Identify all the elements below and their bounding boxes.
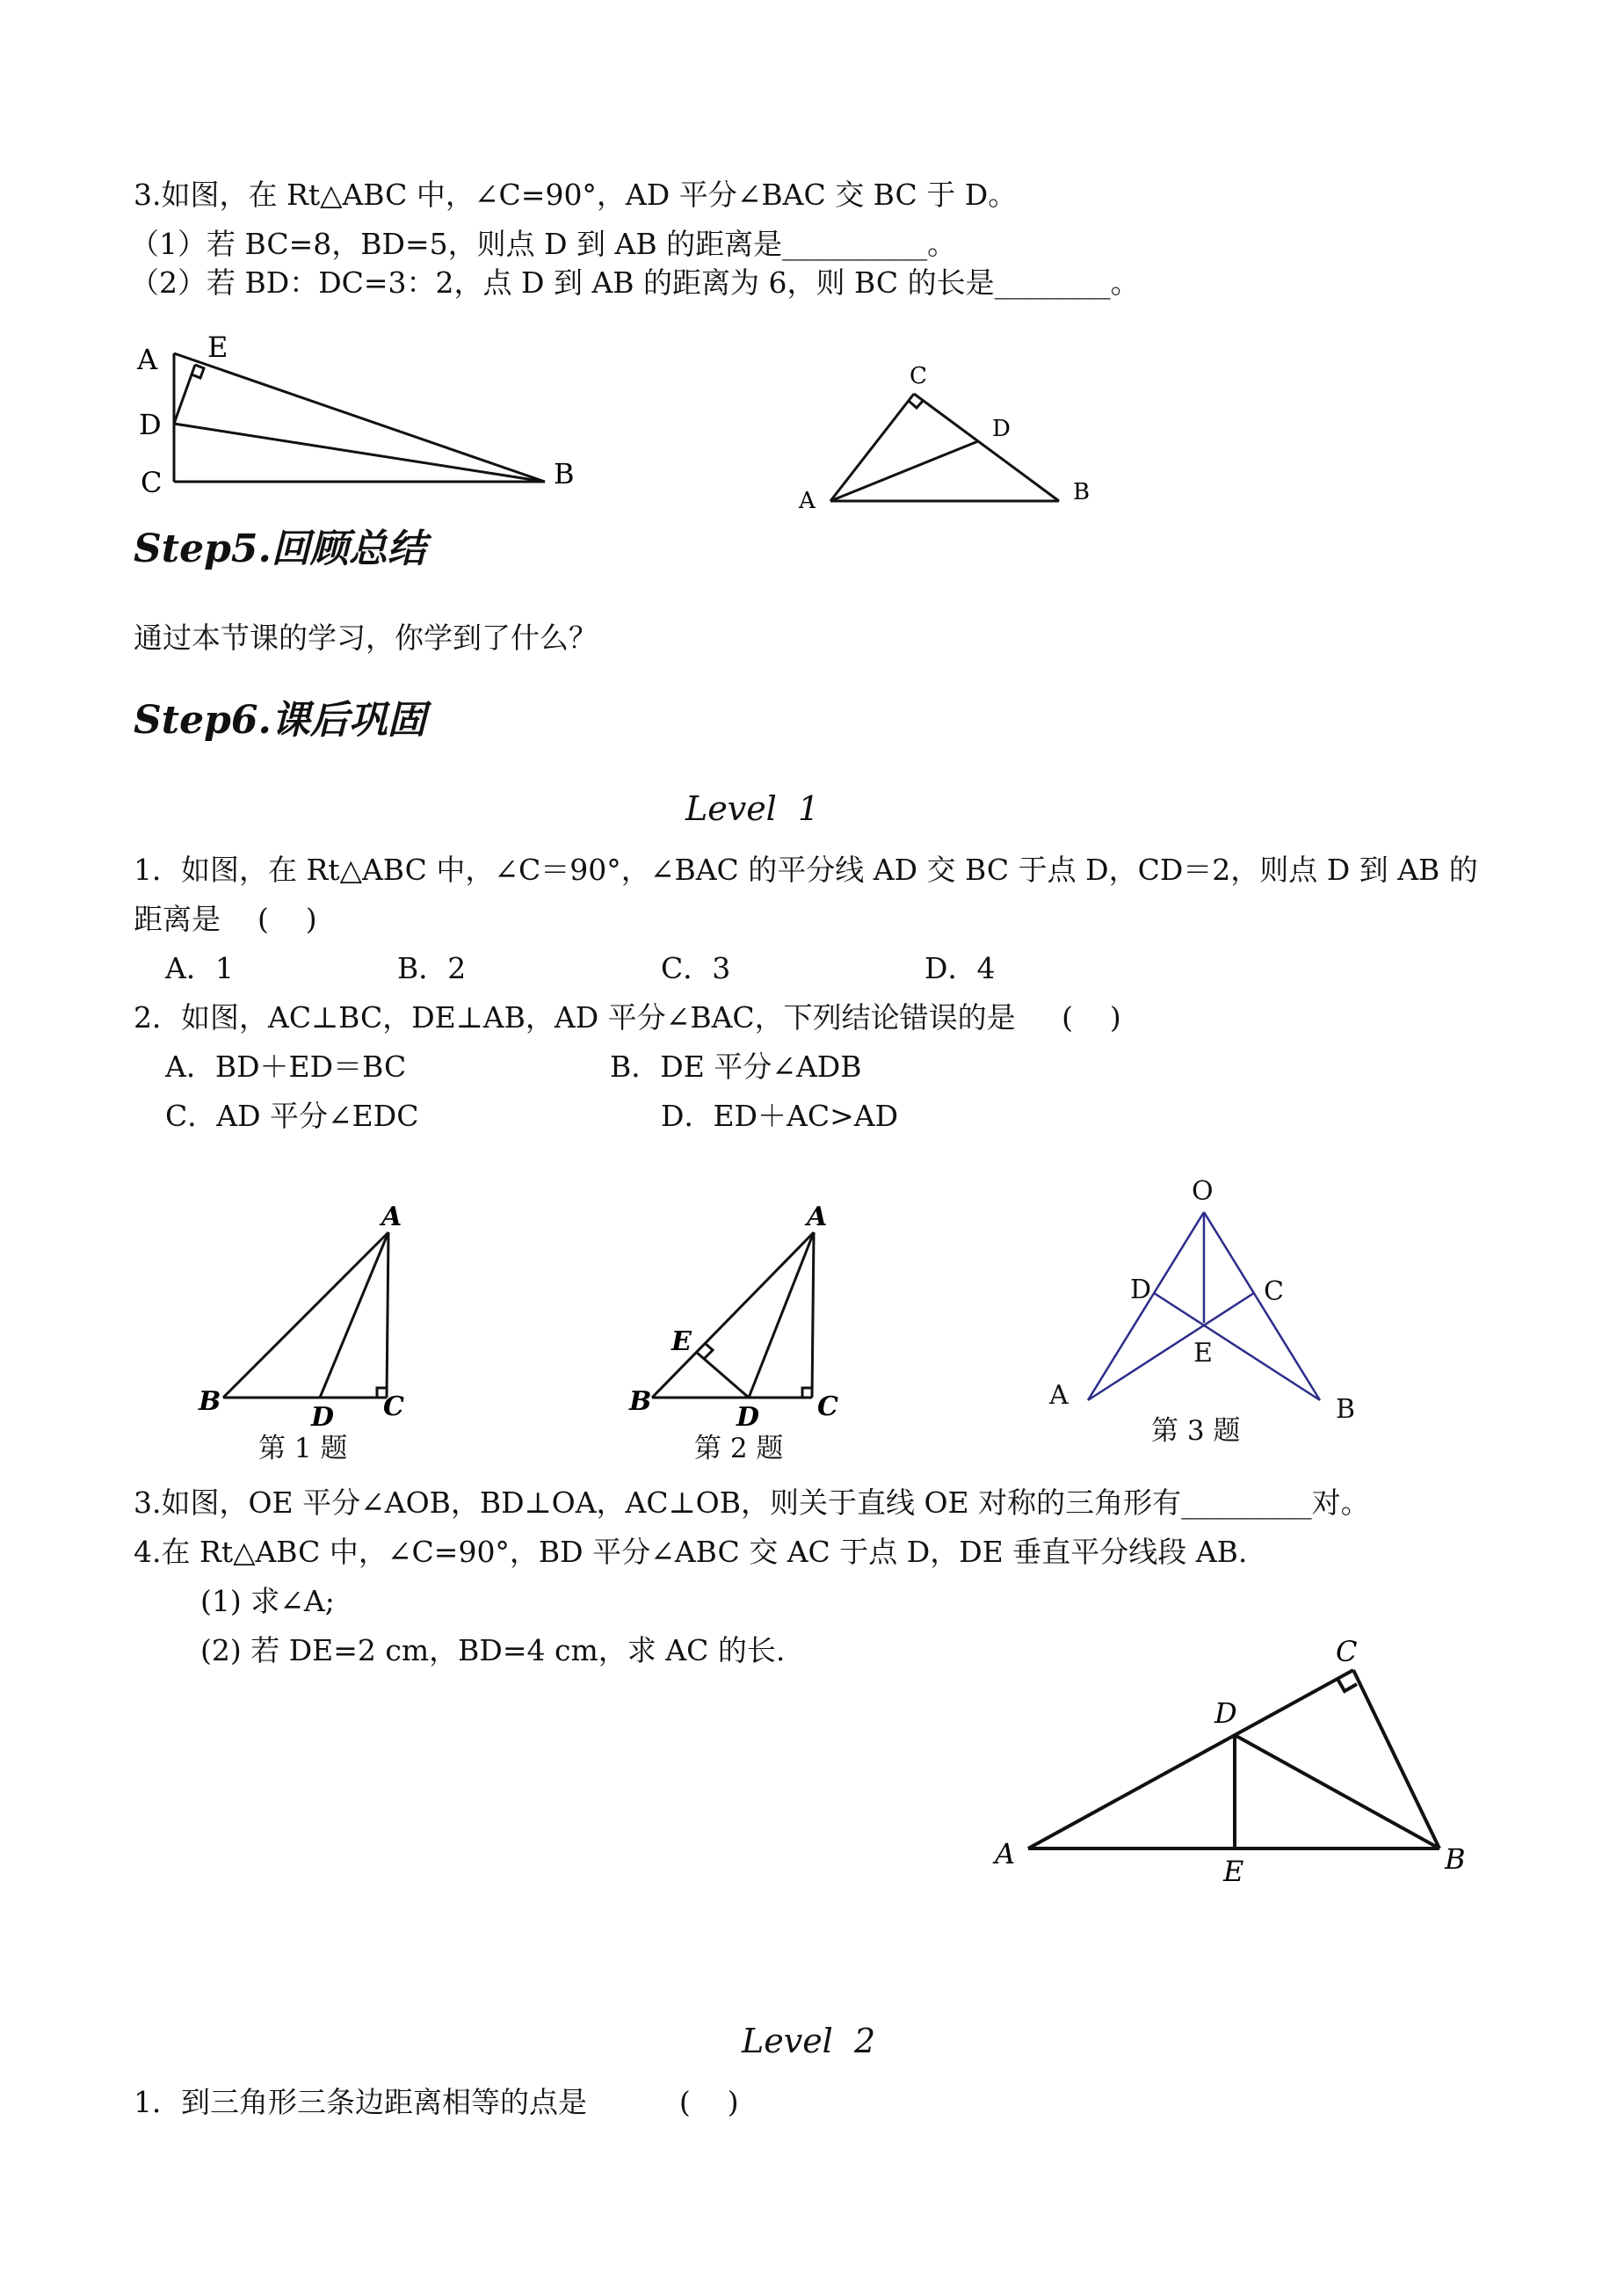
fig-l1-3-caption: 第 3 题 <box>1151 1415 1241 1447</box>
fig-l1-1-label-b: B <box>199 1386 221 1417</box>
q3-part1: （1）若 BC=8，BD=5，则点 D 到 AB 的距离是__________。 <box>130 227 957 261</box>
step5-prompt: 通过本节课的学习，你学到了什么？ <box>134 621 598 655</box>
fig-l1-2-caption: 第 2 题 <box>694 1433 784 1464</box>
level2-heading: Level 2 <box>742 2022 876 2060</box>
l1-q1-line1: 1．如图，在 Rt△ABC 中，∠C＝90°，∠BAC 的平分线 AD 交 BC 于点 D，CD＝2，则点 D 到 AB 的 <box>134 853 1478 887</box>
fig-l1-3-label-c: C <box>1264 1276 1284 1307</box>
fig-l1-1-label-c: C <box>383 1391 404 1422</box>
fig-l1-4-label-e: E <box>1223 1855 1244 1888</box>
fig-l1-3-label-e: E <box>1193 1338 1213 1369</box>
l1-q4-part1: (1) 求∠A; <box>200 1584 335 1618</box>
fig-l1-3-label-b: B <box>1336 1394 1356 1425</box>
fig-l1-4-label-a: A <box>995 1837 1016 1870</box>
fig-top-right-label-d: D <box>992 416 1011 442</box>
figure-l1-2 <box>626 1195 854 1459</box>
l1-q4-stem: 4.在 Rt△ABC 中，∠C=90°，BD 平分∠ABC 交 AC 于点 D，DE 垂直平分线段 AB. <box>134 1535 1248 1569</box>
fig-l1-2-label-b: B <box>629 1386 652 1417</box>
l1-q1-line2: 距离是 ( ) <box>134 902 317 936</box>
l1-q4-part2: (2) 若 DE=2 cm，BD=4 cm，求 AC 的长. <box>200 1633 786 1667</box>
figure-top-left <box>132 325 606 501</box>
fig-top-left-label-c: C <box>141 466 163 499</box>
l1-q2-stem: 2．如图，AC⊥BC，DE⊥AB，AD 平分∠BAC，下列结论错误的是 ( ) <box>134 1000 1121 1035</box>
figure-l1-4 <box>984 1635 1476 1899</box>
fig-top-left-label-b: B <box>554 457 575 490</box>
level1-heading: Level 1 <box>685 789 820 828</box>
fig-top-right-label-c: C <box>910 363 927 389</box>
fig-top-right-label-a: A <box>799 488 816 514</box>
fig-l1-3-label-a: A <box>1049 1380 1069 1411</box>
fig-l1-1-label-d: D <box>311 1402 335 1433</box>
fig-l1-2-label-c: C <box>817 1391 838 1422</box>
figure-l1-3 <box>1037 1173 1388 1428</box>
figure-top-right <box>787 352 1112 519</box>
l1-q2-option-b: B．DE 平分∠ADB <box>610 1049 862 1084</box>
step5-title: Step5.回顾总结 <box>134 527 426 571</box>
fig-l1-1-caption: 第 1 题 <box>258 1433 348 1464</box>
l1-q2-option-d: D．ED＋AC>AD <box>661 1099 899 1133</box>
fig-l1-2-label-a: A <box>807 1202 828 1232</box>
q3-stem: 3.如图，在 Rt△ABC 中，∠C=90°，AD 平分∠BAC 交 BC 于 D。 <box>134 178 1018 212</box>
fig-l1-2-label-d: D <box>736 1402 760 1433</box>
l1-q1-option-a: A．1 <box>165 951 234 985</box>
fig-top-right-label-b: B <box>1073 479 1091 505</box>
l2-q1-stem: 1．到三角形三条边距离相等的点是 ( ) <box>134 2085 739 2119</box>
fig-l1-4-label-d: D <box>1214 1696 1237 1730</box>
l1-q2-option-a: A．BD＋ED＝BC <box>165 1049 407 1084</box>
step6-title: Step6.课后巩固 <box>134 698 426 743</box>
fig-top-left-label-e: E <box>207 330 228 364</box>
fig-top-left-label-a: A <box>137 343 158 376</box>
figure-l1-1 <box>193 1195 457 1459</box>
l1-q1-option-b: B．2 <box>397 951 467 985</box>
l1-q1-option-c: C．3 <box>661 951 731 985</box>
fig-l1-4-label-b: B <box>1445 1842 1466 1876</box>
l1-q1-option-d: D．4 <box>924 951 996 985</box>
fig-l1-3-label-d: D <box>1130 1275 1152 1305</box>
fig-top-left-label-d: D <box>139 408 162 441</box>
fig-l1-2-label-e: E <box>671 1326 692 1357</box>
fig-l1-4-label-c: C <box>1336 1635 1358 1668</box>
q3-part2: （2）若 BD：DC=3：2，点 D 到 AB 的距离为 6，则 BC 的长是________。 <box>130 265 1140 300</box>
fig-l1-3-label-o: O <box>1192 1176 1214 1207</box>
l1-q2-option-c: C．AD 平分∠EDC <box>165 1099 419 1133</box>
l1-q3-stem: 3.如图，OE 平分∠AOB，BD⊥OA，AC⊥OB，则关于直线 OE 对称的三角形有_________对。 <box>134 1485 1370 1520</box>
fig-l1-1-label-a: A <box>381 1202 402 1232</box>
